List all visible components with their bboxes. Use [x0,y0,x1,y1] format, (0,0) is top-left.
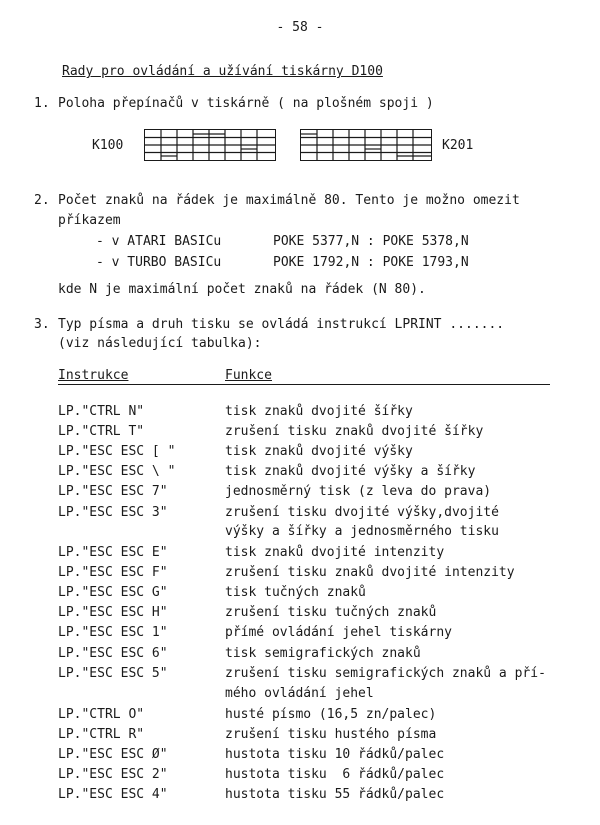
table-row-function: tisk tučných znaků [225,585,366,600]
table-row-function: výšky a šířky a jednosměrného tisku [225,524,499,539]
table-row-function: zrušení tisku znaků dvojité šířky [225,424,484,439]
table-row-function: zrušení tisku znaků dvojité intenzity [225,565,515,580]
table-row-function: tisk znaků dvojité intenzity [225,545,445,560]
table-row-function: tisk znaků dvojité výšky a šířky [225,464,476,479]
section-2-line-2: příkazem [58,213,121,228]
column-header-function: Funkce [225,368,272,383]
table-row-instruction: LP."ESC ESC 7" [58,484,168,499]
table-row-function: husté písmo (16,5 zn/palec) [225,707,437,722]
table-row-instruction: LP."CTRL N" [58,404,145,419]
table-row-instruction: LP."CTRL O" [58,707,145,722]
table-row-function: hustota tisku 6 řádků/palec [225,767,445,782]
table-row-function: zrušení tisku dvojité výšky,dvojité [225,505,499,520]
table-row-function: tisk znaků dvojité výšky [225,444,413,459]
page-number: - 58 - [276,20,324,35]
poke-row-command: POKE 1792,N : POKE 1793,N [273,255,469,270]
table-row-instruction: LP."ESC ESC \ " [58,464,176,479]
table-row-function: zrušení tisku semigrafických znaků a pří- [225,666,546,681]
section-2-line-1: Počet znaků na řádek je maximálně 80. Tento je možno omezit [58,193,520,208]
table-row-function: přímé ovládání jehel tiskárny [225,625,452,640]
table-row-instruction: LP."ESC ESC 5" [58,666,168,681]
switch-left-label: K100 [92,138,124,153]
table-row-instruction: LP."ESC ESC H" [58,605,168,620]
table-row-instruction: LP."ESC ESC 3" [58,505,168,520]
table-header [58,368,550,385]
section-1-number: 1. [34,96,50,111]
table-row-function: tisk semigrafických znaků [225,646,421,661]
table-row-instruction: LP."ESC ESC [ " [58,444,176,459]
table-row-instruction: LP."ESC ESC Ø" [58,747,168,762]
section-2-note: kde N je maximální počet znaků na řádek (N 80). [58,282,426,297]
table-row-function: hustota tisku 10 řádků/palec [225,747,445,762]
table-row-instruction: LP."CTRL T" [58,424,145,439]
table-row-instruction: LP."CTRL R" [58,727,145,742]
section-3-line-2: (viz následující tabulka): [58,336,262,351]
table-row-function: mého ovládání jehel [225,686,374,701]
table-row-instruction: LP."ESC ESC 6" [58,646,168,661]
section-3-line-1: Typ písma a druh tisku se ovládá instrukcí LPRINT ....... [58,317,505,332]
section-2-number: 2. [34,193,50,208]
table-row-function: zrušení tisku tučných znaků [225,605,437,620]
table-row-instruction: LP."ESC ESC 4" [58,787,168,802]
table-row-instruction: LP."ESC ESC 2" [58,767,168,782]
column-header-instruction: Instrukce [58,368,129,383]
table-row-function: tisk znaků dvojité šířky [225,404,413,419]
dip-switch-k201-diagram [300,129,432,161]
poke-row-lead: - v TURBO BASICu [96,255,222,270]
table-row-function: hustota tisku 55 řádků/palec [225,787,445,802]
table-row-instruction: LP."ESC ESC F" [58,565,168,580]
poke-row-command: POKE 5377,N : POKE 5378,N [273,234,469,249]
table-row-instruction: LP."ESC ESC G" [58,585,168,600]
table-row-function: zrušení tisku hustého písma [225,727,437,742]
section-1-text: Poloha přepínačů v tiskárně ( na plošném spoji ) [58,96,434,111]
table-row-function: jednosměrný tisk (z leva do prava) [225,484,492,499]
section-3-number: 3. [34,317,50,332]
document-heading: Rady pro ovládání a užívání tiskárny D100 [62,64,383,79]
table-row-instruction: LP."ESC ESC E" [58,545,168,560]
table-row-instruction: LP."ESC ESC 1" [58,625,168,640]
poke-row-lead: - v ATARI BASICu [96,234,222,249]
switch-right-label: K201 [442,138,474,153]
dip-switch-k100-diagram [144,129,276,161]
